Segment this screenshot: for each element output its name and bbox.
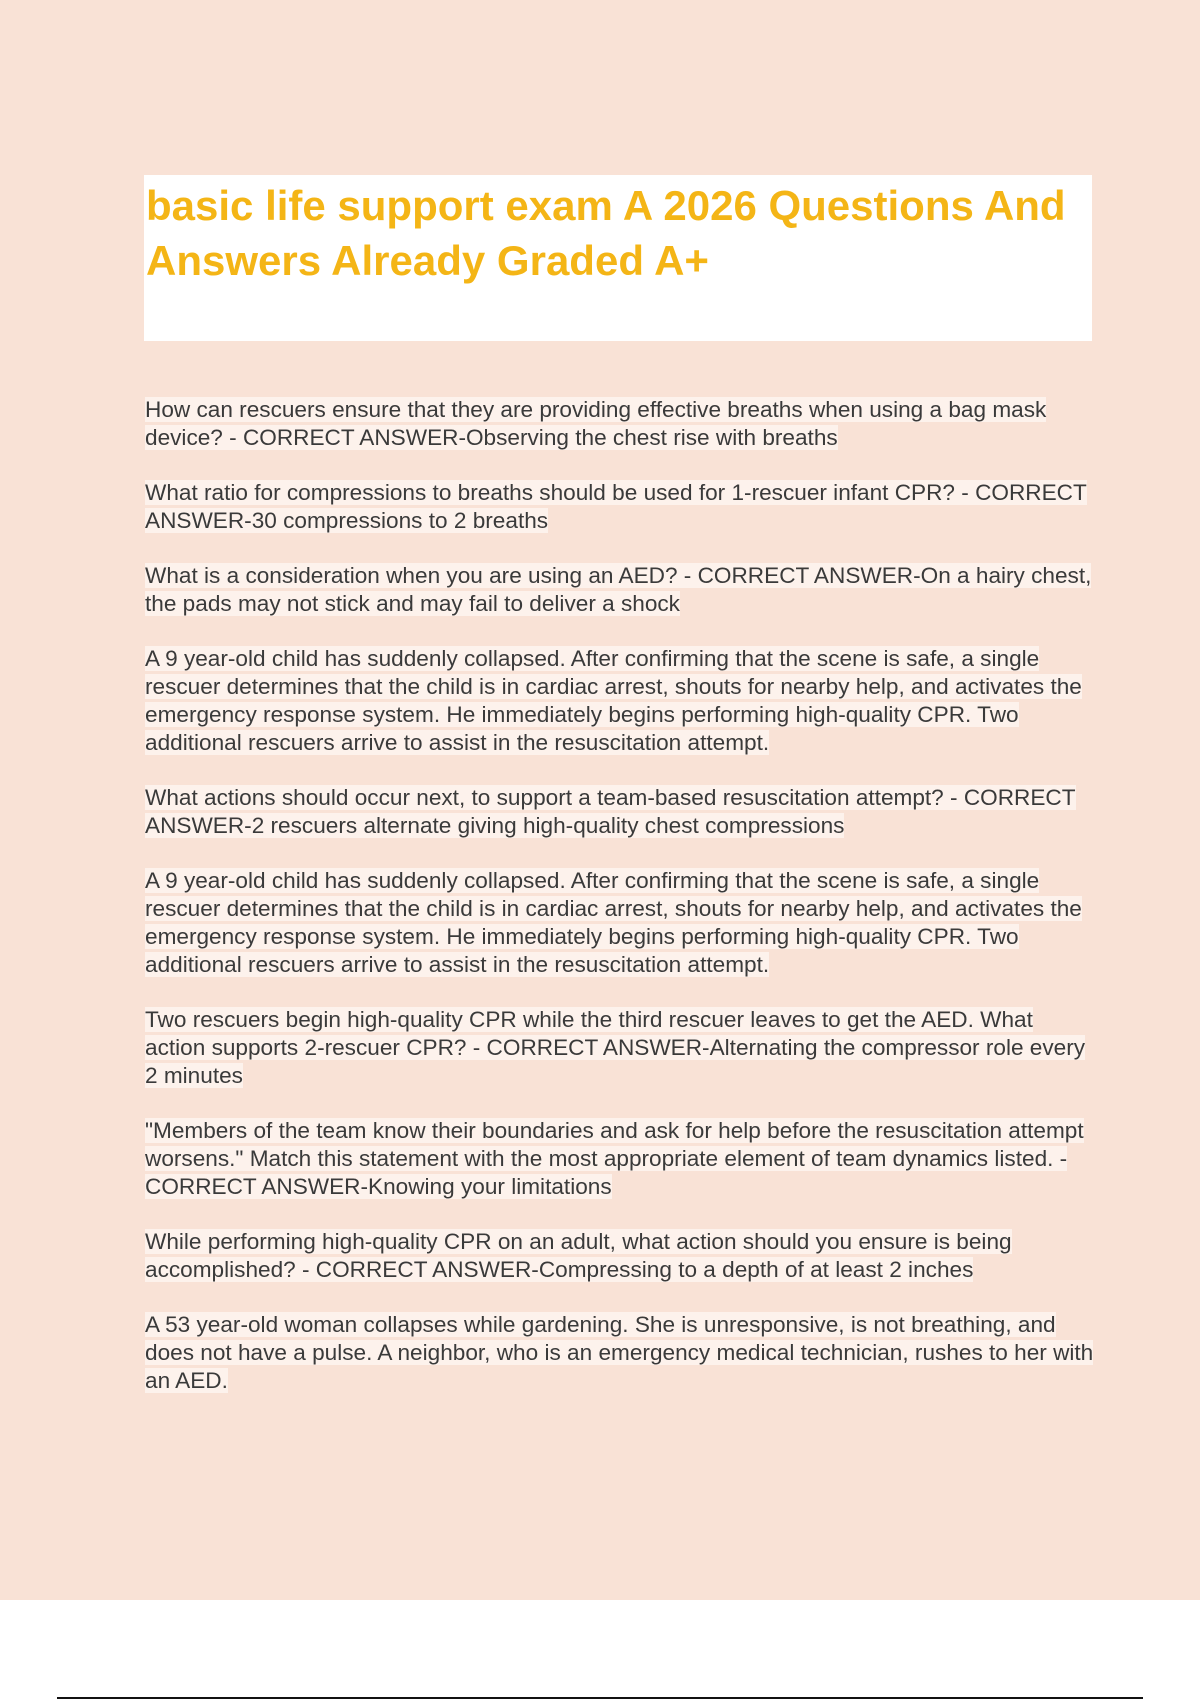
qa-text: Two rescuers begin high-quality CPR while the third rescuer leaves to get the AED. What action supports 2-rescuer CPR? - CORRECT ANSWER-Alternating the compressor role every 2 minutes bbox=[145, 1007, 1086, 1088]
qa-list bbox=[145, 396, 1095, 1422]
qa-item bbox=[145, 1006, 1095, 1090]
qa-item bbox=[145, 396, 1095, 452]
qa-text: "Members of the team know their boundaries and ask for help before the resuscitation attempt worsens." Match this statement with the most appropriate element of team dynamics listed. - CORRECT ANSWER-Knowing your limitations bbox=[145, 1118, 1084, 1199]
qa-item bbox=[145, 1117, 1095, 1201]
qa-text: A 53 year-old woman collapses while gardening. She is unresponsive, is not breathing, and does not have a pulse. A neighbor, who is an emergency medical technician, rushes to her with an AED. bbox=[145, 1312, 1094, 1393]
qa-text: How can rescuers ensure that they are providing effective breaths when using a bag mask device? - CORRECT ANSWER-Observing the chest rise with breaths bbox=[145, 397, 1047, 450]
qa-text: What is a consideration when you are using an AED? - CORRECT ANSWER-On a hairy chest, the pads may not stick and may fail to deliver a shock bbox=[145, 563, 1092, 616]
qa-text: A 9 year-old child has suddenly collapsed. After confirming that the scene is safe, a single rescuer determines that the child is in cardiac arrest, shouts for nearby help, and activates the emergency response system. He immediately begins performing high-quality CPR. Two additional rescuers arrive to assist in the resuscitation attempt. bbox=[145, 868, 1082, 977]
footer-divider bbox=[57, 1697, 1143, 1699]
qa-item bbox=[145, 784, 1095, 840]
qa-item bbox=[145, 1311, 1095, 1395]
qa-item bbox=[145, 479, 1095, 535]
qa-item bbox=[145, 1228, 1095, 1284]
qa-text: What ratio for compressions to breaths should be used for 1-rescuer infant CPR? - CORRECT ANSWER-30 compressions to 2 breaths bbox=[145, 480, 1087, 533]
document-title: basic life support exam A 2026 Questions And Answers Already Graded A+ bbox=[146, 182, 1066, 284]
qa-item bbox=[145, 562, 1095, 618]
qa-item bbox=[145, 867, 1095, 979]
qa-text: While performing high-quality CPR on an adult, what action should you ensure is being accomplished? - CORRECT ANSWER-Compressing to a depth of at least 2 inches bbox=[145, 1229, 1012, 1282]
qa-item bbox=[145, 645, 1095, 757]
qa-text: A 9 year-old child has suddenly collapsed. After confirming that the scene is safe, a single rescuer determines that the child is in cardiac arrest, shouts for nearby help, and activates the emergency response system. He immediately begins performing high-quality CPR. Two additional rescuers arrive to assist in the resuscitation attempt. bbox=[145, 646, 1082, 755]
qa-text: What actions should occur next, to support a team-based resuscitation attempt? - CORRECT ANSWER-2 rescuers alternate giving high-quality chest compressions bbox=[145, 785, 1076, 838]
